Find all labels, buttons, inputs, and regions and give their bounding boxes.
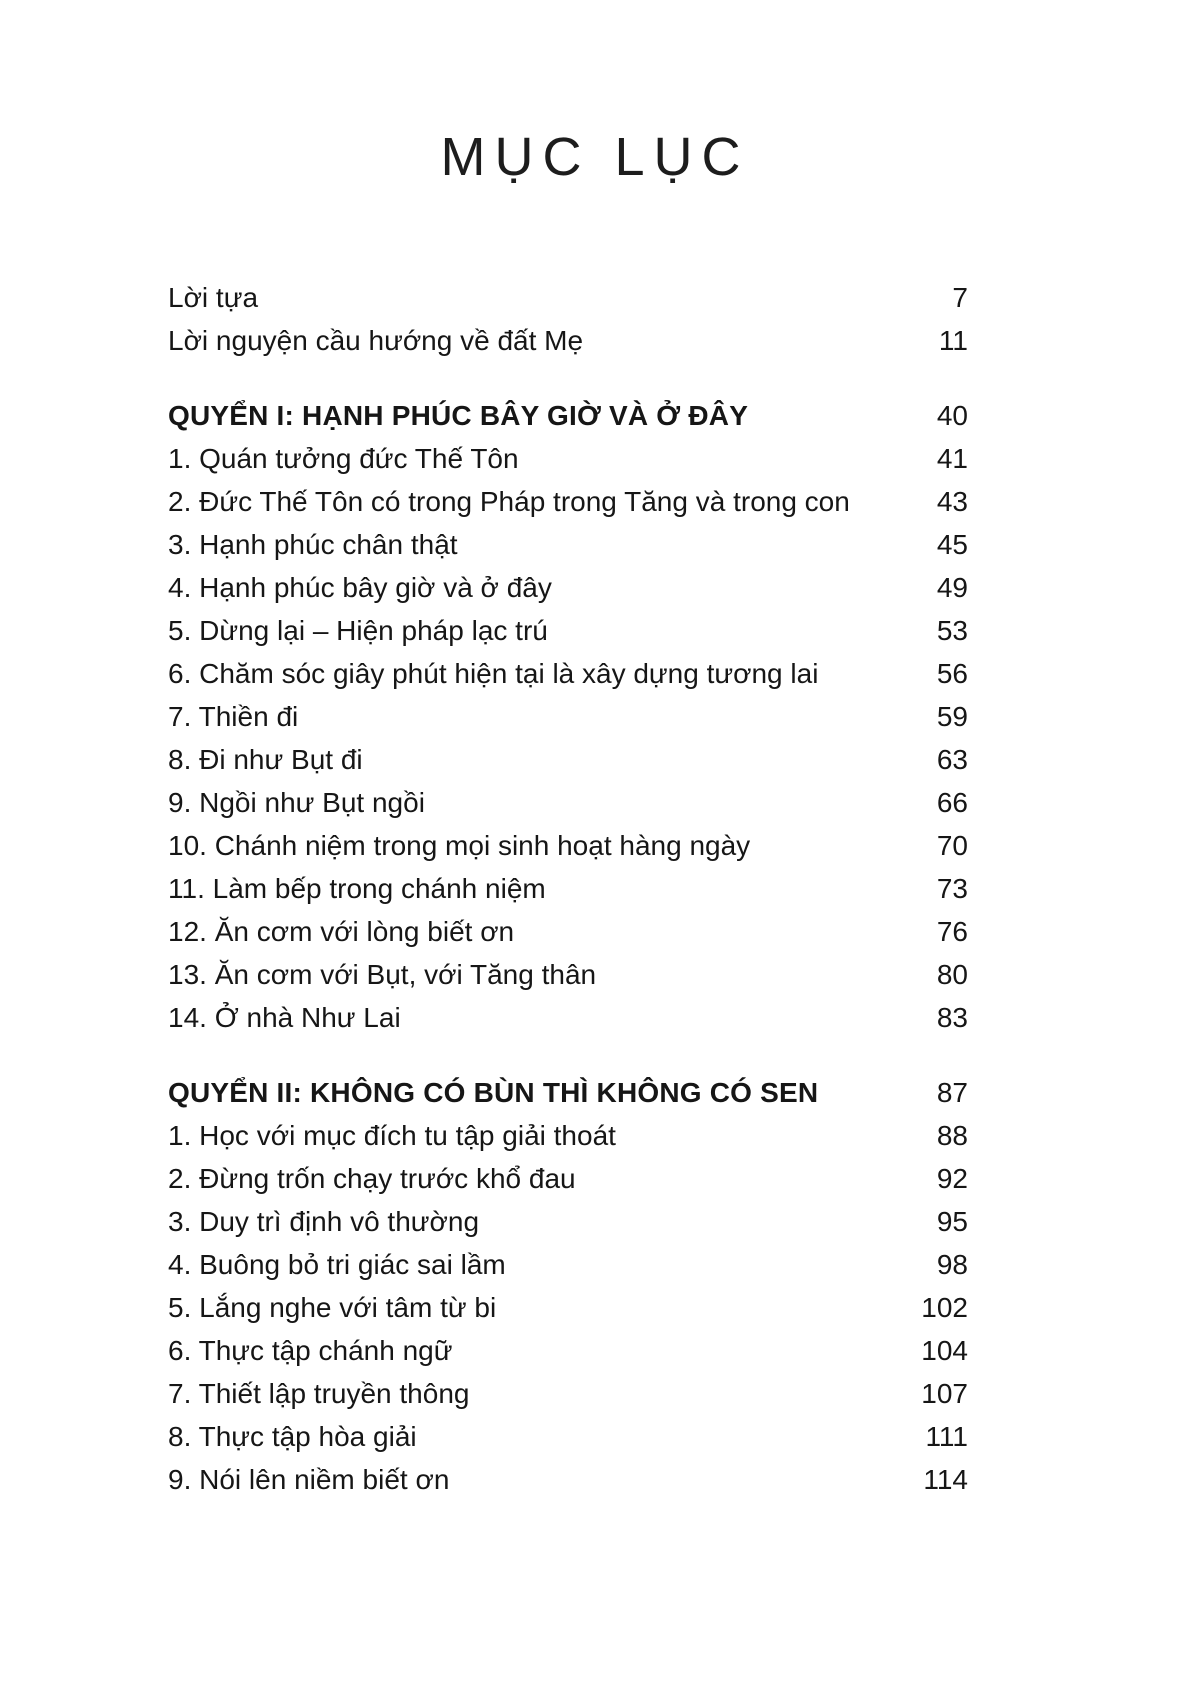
toc-entry	[168, 566, 968, 609]
toc-entry-page-number: 102	[921, 1292, 968, 1323]
toc-entry	[168, 1415, 968, 1458]
toc-entry-page-number: 43	[936, 486, 968, 517]
toc-entry-page-number: 92	[936, 1163, 968, 1194]
toc-entry	[168, 1458, 968, 1501]
toc-entry	[168, 1200, 968, 1243]
toc-entry-page-number: 53	[936, 615, 968, 646]
toc-entry	[168, 1329, 968, 1372]
toc-front-entry-label: Lời tựa	[168, 282, 259, 313]
toc-entry	[168, 652, 968, 695]
toc-entry-page-number: 98	[936, 1249, 968, 1280]
toc-entry-page-number: 49	[936, 572, 968, 603]
toc-entry-label: 12. Ăn cơm với lòng biết ơn	[168, 916, 515, 947]
toc-entry-page-number: 63	[936, 744, 968, 775]
toc-entry-label: 4. Hạnh phúc bây giờ và ở đây	[168, 572, 552, 603]
toc-section-heading	[168, 394, 968, 437]
toc-entry-page-number: 66	[936, 787, 968, 818]
toc-section-heading-label: QUYỂN II: KHÔNG CÓ BÙN THÌ KHÔNG CÓ SEN	[168, 1077, 819, 1108]
toc-entry-label: 11. Làm bếp trong chánh niệm	[168, 873, 546, 904]
toc-entry-page-number: 88	[936, 1120, 968, 1151]
toc-entry-label: 6. Chăm sóc giây phút hiện tại là xây dựng tương lai	[168, 658, 819, 689]
toc-entry-label: 5. Lắng nghe với tâm từ bi	[168, 1292, 497, 1323]
toc-entry	[168, 867, 968, 910]
toc-entry-label: 8. Đi như Bụt đi	[168, 744, 363, 775]
page-title: MỤC LỤC	[440, 127, 750, 187]
toc-entry-label: 9. Ngồi như Bụt ngồi	[168, 787, 425, 818]
toc-entry-label: 2. Đừng trốn chạy trước khổ đau	[168, 1163, 576, 1194]
toc-entry	[168, 781, 968, 824]
toc-section-heading-page-number: 87	[936, 1077, 968, 1108]
toc-entry-label: 10. Chánh niệm trong mọi sinh hoạt hàng ngày	[168, 830, 751, 861]
toc-entry-page-number: 83	[936, 1002, 968, 1033]
toc-entry	[168, 1114, 968, 1157]
toc-entry-page-number: 70	[936, 830, 968, 861]
toc-entry-page-number: 111	[925, 1421, 968, 1452]
toc-entry-page-number: 95	[936, 1206, 968, 1237]
toc-entry-label: 7. Thiết lập truyền thông	[168, 1378, 470, 1409]
toc-entry-page-number: 73	[936, 873, 968, 904]
toc-entry	[168, 1372, 968, 1415]
toc-entry	[168, 953, 968, 996]
toc-entry-label: 3. Hạnh phúc chân thật	[168, 529, 458, 560]
toc-entry-page-number: 114	[923, 1464, 968, 1495]
toc-entry-label: 13. Ăn cơm với Bụt, với Tăng thân	[168, 959, 597, 990]
toc-entry	[168, 1286, 968, 1329]
toc-entry	[168, 1157, 968, 1200]
toc-entry-label: 5. Dừng lại – Hiện pháp lạc trú	[168, 615, 548, 646]
toc-entry-label: 1. Học với mục đích tu tập giải thoát	[168, 1120, 616, 1151]
toc-entry-label: 6. Thực tập chánh ngữ	[168, 1335, 453, 1366]
toc-entry	[168, 695, 968, 738]
toc-front-entry-page-number: 7	[952, 282, 968, 313]
toc-entry	[168, 824, 968, 867]
toc-entry-label: 9. Nói lên niềm biết ơn	[168, 1464, 450, 1495]
toc-entry-page-number: 76	[936, 916, 968, 947]
toc-entry	[168, 738, 968, 781]
toc-entry-page-number: 41	[936, 443, 968, 474]
toc-entry	[168, 437, 968, 480]
toc-entry-page-number: 104	[921, 1335, 968, 1366]
toc-entry	[168, 523, 968, 566]
toc-front-entry	[168, 276, 968, 319]
toc-entry-page-number: 56	[936, 658, 968, 689]
toc-entry-page-number: 107	[921, 1378, 968, 1409]
toc-entry-label: 14. Ở nhà Như Lai	[168, 1002, 401, 1033]
toc-section-heading-page-number: 40	[936, 400, 968, 431]
toc-entry	[168, 910, 968, 953]
toc-entry-page-number: 80	[936, 959, 968, 990]
toc-entry-label: 7. Thiền đi	[168, 701, 299, 732]
toc-entry-page-number: 45	[936, 529, 968, 560]
toc-front-entry	[168, 319, 968, 362]
toc-front-entry-page-number: 11	[938, 325, 968, 356]
toc-entry-label: 3. Duy trì định vô thường	[168, 1206, 480, 1237]
toc-section-heading	[168, 1071, 968, 1114]
toc-entry-page-number: 59	[936, 701, 968, 732]
toc-entry-label: 4. Buông bỏ tri giác sai lầm	[168, 1249, 506, 1280]
toc-entry-label: 1. Quán tưởng đức Thế Tôn	[168, 443, 519, 474]
toc-section-heading-label: QUYỂN I: HẠNH PHÚC BÂY GIỜ VÀ Ở ĐÂY	[168, 400, 749, 431]
toc-entry	[168, 609, 968, 652]
toc-entry-label: 2. Đức Thế Tôn có trong Pháp trong Tăng và trong con	[168, 486, 850, 517]
toc-entry-label: 8. Thực tập hòa giải	[168, 1421, 417, 1452]
toc-entry	[168, 480, 968, 523]
toc-entry	[168, 996, 968, 1039]
toc-entry	[168, 1243, 968, 1286]
toc-front-entry-label: Lời nguyện cầu hướng về đất Mẹ	[168, 325, 584, 356]
toc-list	[0, 276, 1190, 1501]
